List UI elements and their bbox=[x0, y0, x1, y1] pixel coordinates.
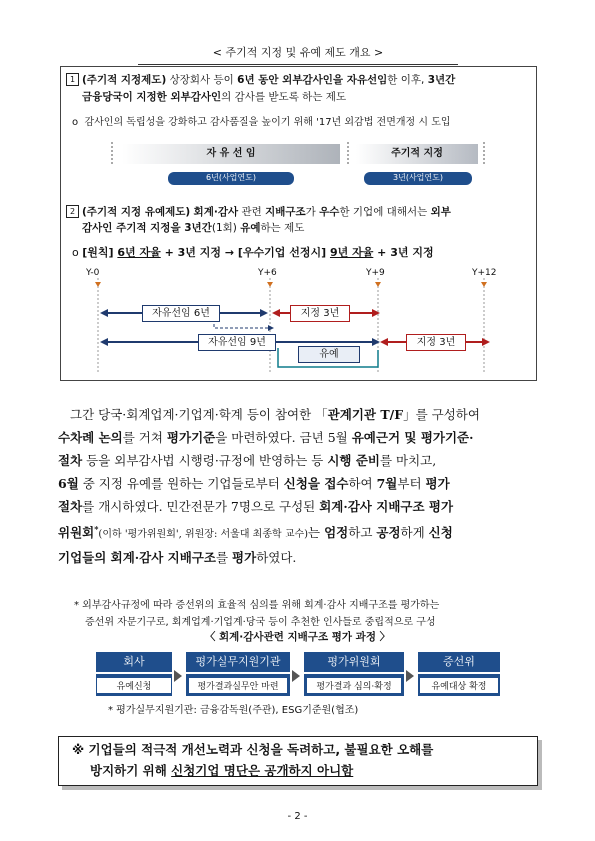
notice-line2: 방지하기 위해 신청기업 명단은 공개하지 아니함 bbox=[90, 763, 354, 778]
text-run: 는 bbox=[308, 525, 325, 541]
text-run: 회계·감사 지배구조 평가 bbox=[319, 499, 454, 514]
text-run: 시행 준비 bbox=[327, 453, 380, 468]
text-run: 엄정 bbox=[324, 525, 349, 541]
text-run: 회계·감사 bbox=[193, 206, 239, 218]
text-run: 등을 외부감사법 시행령·규정에 반영하는 등 bbox=[82, 453, 328, 468]
arrow-right-icon bbox=[292, 670, 300, 682]
text-run: 그간 당국·회계업계·기업계·학계 등이 참여한 「 bbox=[70, 407, 328, 422]
text-run: 를 개시하였다. 민간전문가 7명으로 구성된 bbox=[82, 499, 320, 514]
text-run: [원칙] bbox=[82, 246, 118, 259]
text-run: (주기적 지정제도) bbox=[82, 74, 167, 86]
text-run: 절차 bbox=[58, 499, 83, 514]
main-paragraph bbox=[58, 403, 480, 569]
item1-line1 bbox=[66, 73, 455, 87]
timeline-diagram bbox=[86, 266, 526, 376]
text-run: 관계기관 T/F bbox=[327, 407, 404, 422]
designate-years-label: 3년(사업연도) bbox=[393, 173, 443, 182]
text-run: 9년 자율 bbox=[329, 246, 374, 259]
text-run: 유예근거 및 평가기준· bbox=[351, 430, 474, 445]
step-support-agency bbox=[186, 652, 290, 696]
footnote-line2: 증선위 자문기구로, 회계업계·기업계·당국 등이 추천한 인사들로 중립적으로 구성 bbox=[85, 617, 436, 628]
text-run: 을 마련하였다. 금년 5월 bbox=[215, 430, 352, 445]
text-run: 신청을 접수 bbox=[283, 476, 349, 491]
free-years-label: 6년(사업연도) bbox=[206, 173, 256, 182]
paragraph-line bbox=[58, 495, 480, 518]
text-run: * bbox=[94, 524, 99, 534]
tick-y12: Y+12 bbox=[472, 268, 497, 278]
text-run: 외부 bbox=[430, 206, 451, 218]
item2-line1 bbox=[66, 205, 451, 219]
text-run: 7월 bbox=[376, 476, 398, 491]
footnote-line1: * 외부감사규정에 따라 증선위의 효율적 심의를 위해 회계·감사 지배구조를 평가하는 bbox=[74, 600, 440, 611]
text-run: 6년 자율 bbox=[117, 246, 161, 259]
text-run: 중 지정 유예를 원하는 기업들로부터 bbox=[78, 476, 284, 491]
paragraph-line bbox=[58, 449, 480, 472]
item2-line2 bbox=[82, 221, 304, 235]
tick-y9: Y+9 bbox=[366, 268, 385, 278]
text-run: 평가 bbox=[425, 476, 450, 491]
paragraph-line bbox=[58, 518, 480, 546]
text-run: 하는 제도 bbox=[260, 222, 305, 234]
text-run: 신청 bbox=[428, 525, 453, 541]
text-run: 하고 bbox=[348, 525, 377, 541]
step-desc: 유예대상 확정 bbox=[420, 678, 499, 693]
text-run: 3년간 bbox=[427, 74, 456, 86]
section-title: < 주기적 지정 및 유예 제도 개요 > bbox=[138, 46, 458, 65]
text-run: (1회) bbox=[211, 222, 241, 234]
item1-number: 1 bbox=[66, 73, 79, 86]
step-desc: 평가결과 심의·확정 bbox=[307, 678, 401, 693]
row2-defer-label: 유예 bbox=[298, 346, 360, 363]
tick-y6: Y+6 bbox=[258, 268, 277, 278]
text-run: + 3년 지정 bbox=[373, 246, 434, 259]
bullet-circle-icon: o bbox=[72, 117, 79, 128]
text-run: 상장회사 등이 bbox=[166, 74, 238, 86]
process-title: 〈 회계·감사관련 지배구조 평가 과정 〉 bbox=[204, 631, 391, 643]
text-run: 관련 bbox=[238, 206, 266, 218]
step-title: 평가위원회 bbox=[304, 652, 404, 672]
arrow-right-icon bbox=[174, 670, 182, 682]
text-run: 평가 bbox=[232, 550, 257, 566]
text-run: 6월 bbox=[58, 476, 79, 491]
text-run: 하였다. bbox=[256, 550, 297, 566]
tick-y0: Y-0 bbox=[86, 268, 100, 278]
notice-line1: ※ 기업들의 적극적 개선노력과 신청을 독려하고, 불필요한 오해를 bbox=[72, 742, 434, 757]
text-run: 우수 bbox=[319, 206, 340, 218]
paragraph-line bbox=[58, 403, 480, 426]
arrow-right-icon bbox=[406, 670, 414, 682]
text-run: 절차 bbox=[58, 453, 83, 468]
step-title: 평가실무지원기관 bbox=[186, 652, 290, 672]
text-run: 하게 bbox=[400, 525, 429, 541]
step-title: 회사 bbox=[96, 652, 172, 672]
text-run: 의 감사를 받도록 하는 제도 bbox=[221, 91, 347, 103]
bullet-circle-icon: o bbox=[72, 246, 79, 259]
row1-designate-label: 지정 3년 bbox=[290, 305, 350, 322]
text-run: 하여 bbox=[348, 476, 377, 491]
step-sfc bbox=[418, 652, 500, 696]
text-run: 」를 구성하여 bbox=[403, 407, 480, 422]
text-run: 기업들의 회계·감사 지배구조 bbox=[58, 550, 216, 566]
paragraph-line bbox=[58, 472, 480, 495]
process-flow bbox=[96, 652, 501, 698]
text-run: 금융당국이 지정한 외부감사인 bbox=[82, 91, 222, 103]
text-run: 지배구조 bbox=[265, 206, 306, 218]
row2-free-label: 자유선임 9년 bbox=[198, 334, 276, 351]
item2-bullet bbox=[72, 246, 434, 260]
text-run: 가 bbox=[305, 206, 320, 218]
text-run: 를 거쳐 bbox=[122, 430, 167, 445]
row2-designate-label: 지정 3년 bbox=[406, 334, 466, 351]
free-selection-label: 자 유 선 임 bbox=[206, 148, 256, 159]
step-title: 증선위 bbox=[418, 652, 500, 672]
text-run: + 3년 지정 → [우수기업 선정시] bbox=[160, 246, 330, 259]
text-run: 위원회 bbox=[58, 525, 95, 541]
text-run: 수차례 논의 bbox=[58, 430, 123, 445]
designation-label: 주기적 지정 bbox=[391, 148, 443, 159]
text-run: 공정 bbox=[376, 525, 401, 541]
text-run: (주기적 지정 유예제도) bbox=[82, 206, 191, 218]
item2-number: 2 bbox=[66, 205, 79, 218]
text-run: (이하 '평가위원회', 위원장: 서울대 최종학 교수) bbox=[98, 529, 309, 541]
process-note: * 평가실무지원기관: 금융감독원(주관), ESG기준원(협조) bbox=[108, 705, 359, 716]
page-number: - 2 - bbox=[287, 811, 308, 822]
step-desc: 평가결과실무안 마련 bbox=[189, 678, 286, 693]
text-run: 부터 bbox=[397, 476, 426, 491]
text-run: 6년 동안 외부감사인을 자유선임 bbox=[237, 74, 388, 86]
item1-line2 bbox=[82, 90, 346, 104]
step-desc: 유예신청 bbox=[97, 678, 170, 693]
text-run: 한 이후, bbox=[387, 74, 428, 86]
paragraph-line bbox=[58, 426, 480, 449]
item1-bullet: o 감사인의 독립성을 강화하고 감사품질을 높이기 위해 '17년 외감법 전면개정 시 도입 bbox=[72, 117, 451, 128]
text-run: 를 마치고, bbox=[379, 453, 437, 468]
step-company bbox=[96, 652, 172, 696]
step-committee bbox=[304, 652, 404, 696]
text-run: 한 기업에 대해서는 bbox=[339, 206, 431, 218]
text-run: 유예 bbox=[240, 222, 261, 234]
row1-free-label: 자유선임 6년 bbox=[142, 305, 220, 322]
paragraph-line bbox=[58, 546, 480, 569]
text-run: 평가기준 bbox=[166, 430, 216, 445]
text-run: 를 bbox=[215, 550, 233, 566]
text-run: 감사인 주기적 지정을 3년간 bbox=[82, 222, 212, 234]
